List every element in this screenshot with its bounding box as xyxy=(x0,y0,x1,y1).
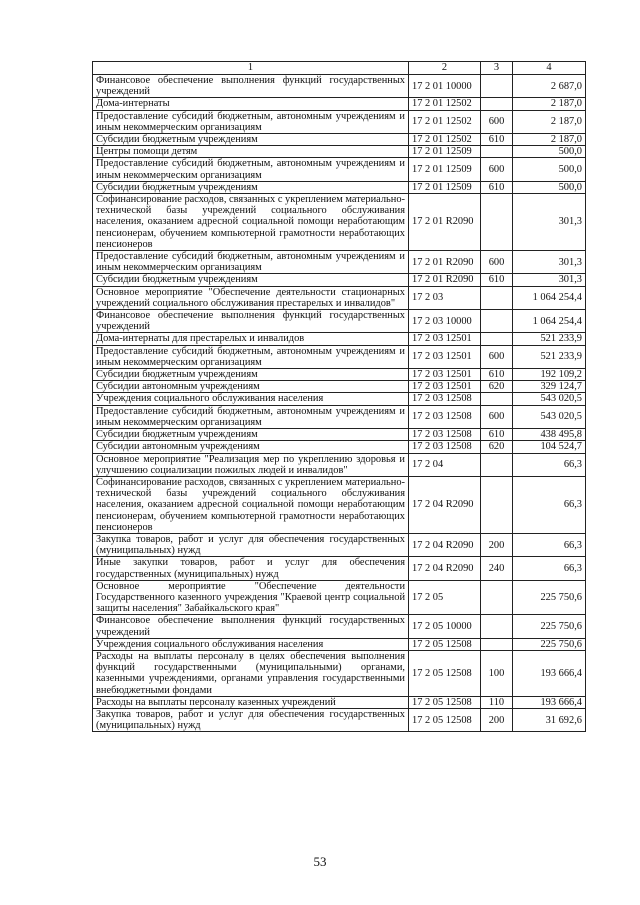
row-name-cell: Софинансирование расходов, связанных с укреплением материально-технической базы учреждений социального обслуживания населения, оказанием адресной социальной помощи неработающим пенсионерам, обучением компьютерной грамотности неработающих пенсионеров xyxy=(93,476,409,533)
table-row xyxy=(93,638,586,650)
row-code-cell: 17 2 05 12508 xyxy=(409,708,481,731)
row-sum-cell: 66,3 xyxy=(513,476,586,533)
row-name-cell: Субсидии автономным учреждениям xyxy=(93,381,409,393)
row-sum-cell: 225 750,6 xyxy=(513,638,586,650)
row-name-cell: Расходы на выплаты персоналу в целях обеспечения выполнения функций государственными (муниципальными) органами, казенными учреждениями, органами управления государственными внебюджетными фондами xyxy=(93,650,409,696)
row-code-cell: 17 2 01 10000 xyxy=(409,75,481,98)
row-type-cell xyxy=(481,310,513,333)
row-type-cell: 610 xyxy=(481,429,513,441)
row-code-cell: 17 2 03 12508 xyxy=(409,405,481,428)
row-name-cell: Предоставление субсидий бюджетным, автономным учреждениям и иным некоммерческим организациям xyxy=(93,345,409,368)
table-row xyxy=(93,333,586,345)
row-code-cell: 17 2 03 10000 xyxy=(409,310,481,333)
row-name-cell: Финансовое обеспечение выполнения функций государственных учреждений xyxy=(93,310,409,333)
row-name-cell: Субсидии бюджетным учреждениям xyxy=(93,429,409,441)
row-code-cell: 17 2 04 xyxy=(409,453,481,476)
row-type-cell: 610 xyxy=(481,369,513,381)
row-type-cell xyxy=(481,476,513,533)
row-type-cell: 620 xyxy=(481,441,513,453)
row-type-cell xyxy=(481,580,513,615)
row-name-cell: Субсидии автономным учреждениям xyxy=(93,441,409,453)
row-sum-cell: 2 187,0 xyxy=(513,98,586,110)
row-type-cell: 610 xyxy=(481,181,513,193)
table-row xyxy=(93,345,586,368)
row-code-cell: 17 2 01 R2090 xyxy=(409,251,481,274)
table-row xyxy=(93,476,586,533)
row-name-cell: Финансовое обеспечение выполнения функций государственных учреждений xyxy=(93,615,409,638)
row-sum-cell: 2 187,0 xyxy=(513,134,586,146)
row-sum-cell: 225 750,6 xyxy=(513,580,586,615)
row-name-cell: Учреждения социального обслуживания населения xyxy=(93,393,409,405)
row-code-cell: 17 2 05 12508 xyxy=(409,638,481,650)
table-row xyxy=(93,650,586,696)
row-name-cell: Закупка товаров, работ и услуг для обеспечения государственных (муниципальных) нужд xyxy=(93,533,409,556)
table-row xyxy=(93,453,586,476)
row-sum-cell: 193 666,4 xyxy=(513,696,586,708)
row-sum-cell: 329 124,7 xyxy=(513,381,586,393)
table-row xyxy=(93,405,586,428)
row-sum-cell: 2 687,0 xyxy=(513,75,586,98)
row-type-cell xyxy=(481,333,513,345)
row-type-cell: 610 xyxy=(481,274,513,286)
row-type-cell xyxy=(481,453,513,476)
row-name-cell: Расходы на выплаты персоналу казенных учреждений xyxy=(93,696,409,708)
row-sum-cell: 66,3 xyxy=(513,557,586,580)
header-cell-name: 1 xyxy=(93,62,409,75)
row-type-cell xyxy=(481,75,513,98)
page-number: 53 xyxy=(313,854,327,869)
row-name-cell: Иные закупки товаров, работ и услуг для обеспечения государственных (муниципальных) нужд xyxy=(93,557,409,580)
row-name-cell: Финансовое обеспечение выполнения функций государственных учреждений xyxy=(93,75,409,98)
table-row xyxy=(93,158,586,181)
row-type-cell: 600 xyxy=(481,110,513,133)
row-code-cell: 17 2 05 12508 xyxy=(409,650,481,696)
table-row xyxy=(93,134,586,146)
table-row xyxy=(93,181,586,193)
row-type-cell xyxy=(481,615,513,638)
row-sum-cell: 66,3 xyxy=(513,533,586,556)
row-name-cell: Субсидии бюджетным учреждениям xyxy=(93,369,409,381)
table-row xyxy=(93,429,586,441)
row-code-cell: 17 2 03 12501 xyxy=(409,381,481,393)
row-type-cell xyxy=(481,638,513,650)
table-header-row xyxy=(93,62,586,75)
row-code-cell: 17 2 01 12502 xyxy=(409,134,481,146)
row-name-cell: Учреждения социального обслуживания населения xyxy=(93,638,409,650)
row-type-cell: 600 xyxy=(481,251,513,274)
row-sum-cell: 225 750,6 xyxy=(513,615,586,638)
row-name-cell: Основное мероприятие "Обеспечение деятельности стационарных учреждений социального обслуживания престарелых и инвалидов" xyxy=(93,286,409,309)
header-cell-type: 3 xyxy=(481,62,513,75)
row-code-cell: 17 2 05 10000 xyxy=(409,615,481,638)
row-code-cell: 17 2 01 R2090 xyxy=(409,274,481,286)
row-sum-cell: 2 187,0 xyxy=(513,110,586,133)
row-sum-cell: 104 524,7 xyxy=(513,441,586,453)
table-row xyxy=(93,98,586,110)
table-row xyxy=(93,580,586,615)
row-sum-cell: 301,3 xyxy=(513,274,586,286)
table-row xyxy=(93,369,586,381)
row-code-cell: 17 2 04 R2090 xyxy=(409,476,481,533)
row-type-cell xyxy=(481,194,513,251)
row-code-cell: 17 2 03 12508 xyxy=(409,429,481,441)
row-code-cell: 17 2 01 12509 xyxy=(409,158,481,181)
row-type-cell: 600 xyxy=(481,158,513,181)
table-row xyxy=(93,251,586,274)
row-name-cell: Основное мероприятие "Реализация мер по укреплению здоровья и улучшению социализации пожилых людей и инвалидов" xyxy=(93,453,409,476)
header-cell-sum: 4 xyxy=(513,62,586,75)
row-name-cell: Предоставление субсидий бюджетным, автономным учреждениям и иным некоммерческим организациям xyxy=(93,251,409,274)
row-type-cell: 600 xyxy=(481,345,513,368)
row-type-cell: 610 xyxy=(481,134,513,146)
table-row xyxy=(93,533,586,556)
table-row xyxy=(93,110,586,133)
row-code-cell: 17 2 01 R2090 xyxy=(409,194,481,251)
row-sum-cell: 31 692,6 xyxy=(513,708,586,731)
row-type-cell xyxy=(481,146,513,158)
row-code-cell: 17 2 03 12501 xyxy=(409,345,481,368)
table-row xyxy=(93,75,586,98)
table-row xyxy=(93,393,586,405)
row-type-cell: 100 xyxy=(481,650,513,696)
row-type-cell: 110 xyxy=(481,696,513,708)
row-sum-cell: 500,0 xyxy=(513,158,586,181)
table-row xyxy=(93,381,586,393)
row-name-cell: Субсидии бюджетным учреждениям xyxy=(93,181,409,193)
row-type-cell: 620 xyxy=(481,381,513,393)
row-name-cell: Предоставление субсидий бюджетным, автономным учреждениям и иным некоммерческим организациям xyxy=(93,158,409,181)
row-sum-cell: 521 233,9 xyxy=(513,333,586,345)
row-name-cell: Основное мероприятие "Обеспечение деятельности Государственного казенного учреждения "Краевой центр социальной защиты населения" Забайкальского края" xyxy=(93,580,409,615)
row-name-cell: Дома-интернаты xyxy=(93,98,409,110)
row-sum-cell: 438 495,8 xyxy=(513,429,586,441)
row-name-cell: Предоставление субсидий бюджетным, автономным учреждениям и иным некоммерческим организациям xyxy=(93,405,409,428)
table-row xyxy=(93,615,586,638)
row-type-cell: 600 xyxy=(481,405,513,428)
table-row xyxy=(93,274,586,286)
row-code-cell: 17 2 04 R2090 xyxy=(409,533,481,556)
row-sum-cell: 543 020,5 xyxy=(513,393,586,405)
row-code-cell: 17 2 03 xyxy=(409,286,481,309)
row-code-cell: 17 2 05 12508 xyxy=(409,696,481,708)
row-type-cell xyxy=(481,286,513,309)
row-type-cell xyxy=(481,393,513,405)
row-code-cell: 17 2 03 12508 xyxy=(409,441,481,453)
row-type-cell: 200 xyxy=(481,708,513,731)
table-row xyxy=(93,146,586,158)
row-sum-cell: 500,0 xyxy=(513,146,586,158)
table-row xyxy=(93,708,586,731)
row-name-cell: Субсидии бюджетным учреждениям xyxy=(93,134,409,146)
row-name-cell: Дома-интернаты для престарелых и инвалидов xyxy=(93,333,409,345)
row-code-cell: 17 2 04 R2090 xyxy=(409,557,481,580)
row-type-cell: 200 xyxy=(481,533,513,556)
row-type-cell xyxy=(481,98,513,110)
row-name-cell: Софинансирование расходов, связанных с укреплением материально-технической базы учреждений социального обслуживания населения, оказанием адресной социальной помощи неработающим пенсионерам, обучением компьютерной грамотности неработающих пенсионеров xyxy=(93,194,409,251)
row-code-cell: 17 2 01 12509 xyxy=(409,146,481,158)
row-sum-cell: 543 020,5 xyxy=(513,405,586,428)
row-sum-cell: 66,3 xyxy=(513,453,586,476)
row-code-cell: 17 2 01 12502 xyxy=(409,110,481,133)
row-sum-cell: 1 064 254,4 xyxy=(513,310,586,333)
table-row xyxy=(93,310,586,333)
row-sum-cell: 521 233,9 xyxy=(513,345,586,368)
row-sum-cell: 192 109,2 xyxy=(513,369,586,381)
table-row xyxy=(93,557,586,580)
row-name-cell: Центры помощи детям xyxy=(93,146,409,158)
row-code-cell: 17 2 05 xyxy=(409,580,481,615)
table-row xyxy=(93,286,586,309)
row-name-cell: Субсидии бюджетным учреждениям xyxy=(93,274,409,286)
row-name-cell: Закупка товаров, работ и услуг для обеспечения государственных (муниципальных) нужд xyxy=(93,708,409,731)
table-row xyxy=(93,441,586,453)
row-code-cell: 17 2 03 12508 xyxy=(409,393,481,405)
row-sum-cell: 500,0 xyxy=(513,181,586,193)
row-code-cell: 17 2 03 12501 xyxy=(409,333,481,345)
table-row xyxy=(93,696,586,708)
row-code-cell: 17 2 01 12502 xyxy=(409,98,481,110)
row-sum-cell: 1 064 254,4 xyxy=(513,286,586,309)
row-sum-cell: 301,3 xyxy=(513,194,586,251)
row-name-cell: Предоставление субсидий бюджетным, автономным учреждениям и иным некоммерческим организациям xyxy=(93,110,409,133)
row-code-cell: 17 2 03 12501 xyxy=(409,369,481,381)
budget-table xyxy=(92,61,586,732)
header-cell-code: 2 xyxy=(409,62,481,75)
table-row xyxy=(93,194,586,251)
row-type-cell: 240 xyxy=(481,557,513,580)
row-sum-cell: 301,3 xyxy=(513,251,586,274)
row-sum-cell: 193 666,4 xyxy=(513,650,586,696)
row-code-cell: 17 2 01 12509 xyxy=(409,181,481,193)
